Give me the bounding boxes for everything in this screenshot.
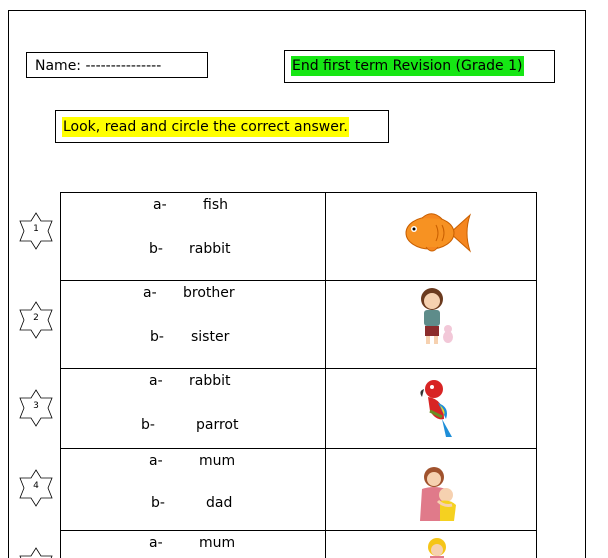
picture-cell [326,369,537,449]
table-row [61,531,537,558]
question-number-badge [17,212,55,250]
question-number: 3 [33,401,39,411]
page-title: End first term Revision (Grade 1) [292,58,523,74]
table-row [61,281,537,369]
option-a[interactable]: rabbit [189,373,231,389]
star-icon [17,547,55,558]
option-b[interactable]: dad [206,495,233,511]
option-a[interactable]: mum [199,535,236,551]
table-row [61,449,537,531]
option-b[interactable]: sister [191,329,230,345]
options-cell [61,281,326,369]
option-b-prefix: b- [141,417,155,433]
picture-cell [326,281,537,369]
option-b[interactable]: parrot [196,417,239,433]
instruction-text: Look, read and circle the correct answer. [63,119,348,135]
option-a-prefix: a- [149,535,163,551]
picture-cell [326,449,537,531]
question-number: 1 [33,224,39,234]
girl-picture [410,285,460,347]
parrot-picture [414,377,462,439]
option-a-prefix: a- [153,197,167,213]
instruction-box [55,110,389,143]
option-a-prefix: a- [149,373,163,389]
options-cell [61,531,326,558]
mother-hugging-child-picture [410,465,468,523]
question-number-badge [17,389,55,427]
option-a[interactable]: mum [199,453,236,469]
question-number-badge [17,547,55,558]
table-row [61,193,537,281]
options-cell [61,193,326,281]
option-b-prefix: b- [151,495,165,511]
option-b[interactable]: rabbit [189,241,231,257]
option-a[interactable]: fish [203,197,228,213]
name-field [26,52,208,78]
question-table [60,192,537,558]
table-row [61,369,537,449]
options-cell [61,449,326,531]
option-a-prefix: a- [143,285,157,301]
question-number: 2 [33,313,39,323]
question-number: 4 [33,481,39,491]
child-picture [422,537,452,558]
option-b-prefix: b- [149,241,163,257]
options-cell [61,369,326,449]
picture-cell [326,531,537,558]
question-number-badge [17,301,55,339]
option-a-prefix: a- [149,453,163,469]
goldfish-picture [404,207,472,259]
picture-cell [326,193,537,281]
name-label: Name: --------------- [35,58,162,74]
option-b-prefix: b- [150,329,164,345]
title-box [284,50,555,83]
option-a[interactable]: brother [183,285,235,301]
question-number-badge [17,469,55,507]
